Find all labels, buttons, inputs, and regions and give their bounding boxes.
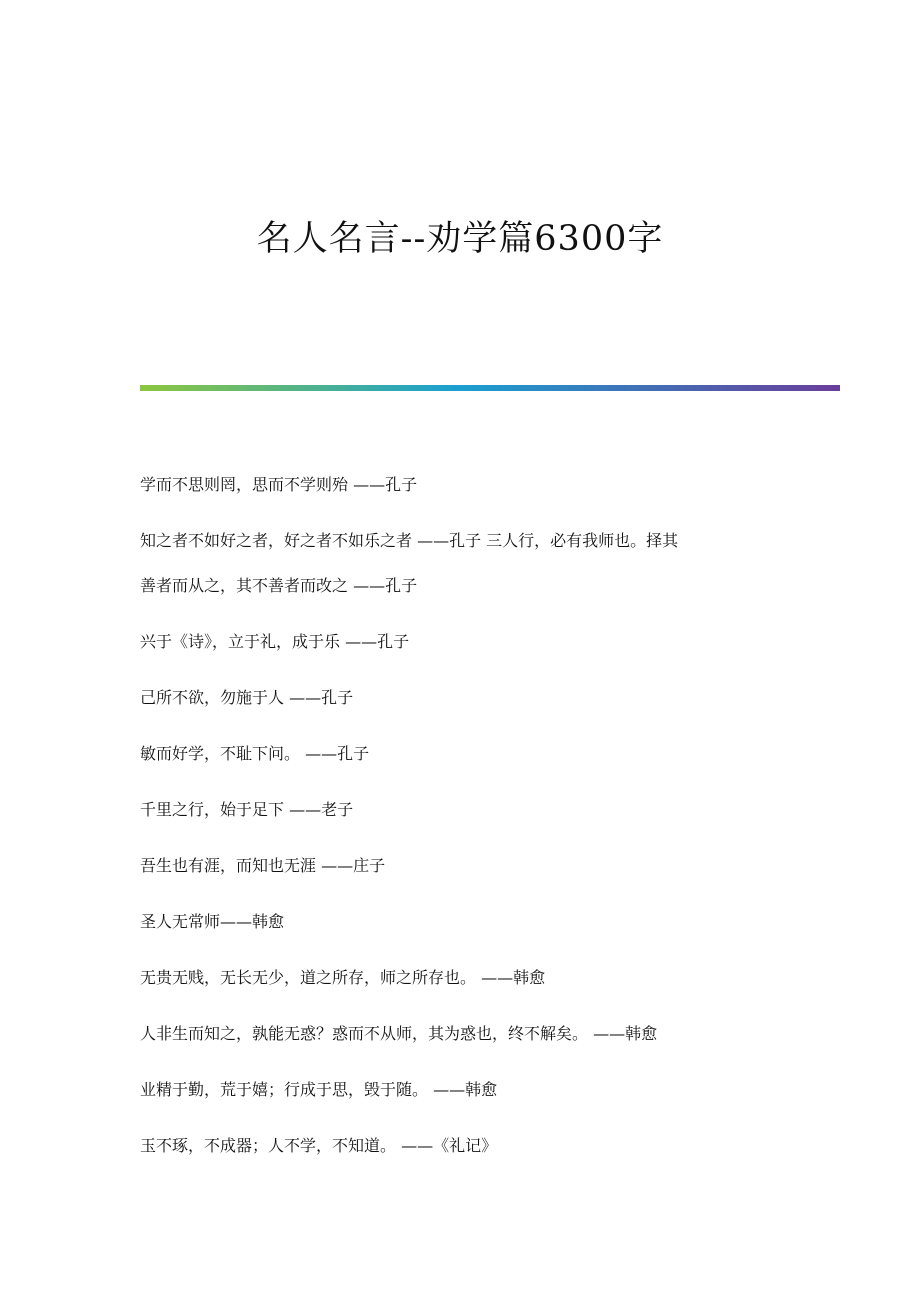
quote-list — [140, 462, 790, 1179]
quote-line-11: 人非生而知之，孰能无惑？惑而不从师，其为惑也，终不解矣。 ——韩愈 — [140, 1024, 658, 1043]
quote-line-12: 业精于勤，荒于嬉；行成于思，毁于随。 ——韩愈 — [140, 1080, 498, 1099]
quote-line-13: 玉不琢，不成器；人不学，不知道。 ——《礼记》 — [140, 1136, 498, 1155]
quote-line-1: 学而不思则罔，思而不学则殆 ——孔子 — [140, 475, 418, 494]
quote-line-6: 敏而好学，不耻下问。 ——孔子 — [140, 744, 370, 763]
quote-line-7: 千里之行，始于足下 ——老子 — [140, 800, 354, 819]
quote-line-5: 己所不欲，勿施于人 ——孔子 — [140, 688, 354, 707]
title-divider — [140, 385, 840, 391]
quote-line-10: 无贵无贱，无长无少，道之所存，师之所存也。 ——韩愈 — [140, 968, 546, 987]
quote-line-3: 善者而从之，其不善者而改之 ——孔子 — [140, 576, 418, 595]
quote-line-2: 知之者不如好之者，好之者不如乐之者 ——孔子 三人行，必有我师也。择其 — [140, 531, 679, 550]
quote-line-8: 吾生也有涯，而知也无涯 ——庄子 — [140, 856, 386, 875]
quote-line-9: 圣人无常师——韩愈 — [140, 912, 285, 931]
page-title: 名人名言--劝学篇6300字 — [256, 219, 664, 259]
quote-line-4: 兴于《诗》，立于礼，成于乐 ——孔子 — [140, 632, 410, 651]
